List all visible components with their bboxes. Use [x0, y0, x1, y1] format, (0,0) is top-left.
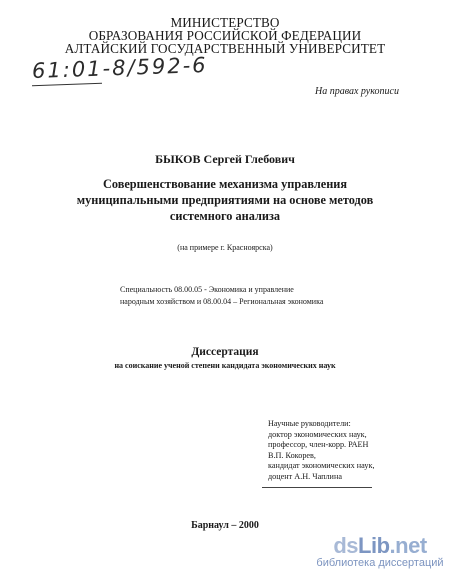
title-line: Совершенствование механизма управления — [102, 177, 348, 191]
watermark-text: библиотека диссертаций — [316, 557, 444, 569]
advisor-line: доктор экономических наук, — [268, 429, 367, 439]
author-name: БЫКОВ Сергей Глебович — [155, 152, 295, 166]
advisor-line: профессор, член-корр. РАЕН — [268, 440, 369, 449]
advisors-block — [268, 419, 443, 482]
example-note: (на примере г. Красноярска) — [177, 243, 273, 252]
advisor-line: доцент А.Н. Чаплина — [268, 471, 342, 481]
degree-line: на соискание ученой степени кандидата экономических наук — [114, 361, 336, 370]
logo-ds: ds — [333, 533, 359, 558]
city-year: Барнаул – 2000 — [191, 520, 259, 531]
handwritten-archive-number: 61:01-8/592-6 — [31, 52, 208, 84]
rights-note: На правах рукописи — [315, 86, 399, 97]
title-line: муниципальными предприятиями на основе методов — [76, 193, 374, 207]
logo-net: .net — [389, 533, 427, 558]
specialty-line: народным хозяйством и 08.00.04 – Региональная экономика — [120, 297, 324, 306]
advisors-underline — [262, 487, 372, 488]
specialty-block — [120, 284, 420, 308]
handwritten-underline — [32, 83, 102, 86]
dissertation-label: Диссертация — [191, 346, 259, 358]
ministry-line: ОБРАЗОВАНИЯ РОССИЙСКОЙ ФЕДЕРАЦИИ — [88, 28, 362, 43]
logo-lib: Lib — [358, 533, 390, 558]
advisor-line: В.П. Кокорев, — [268, 450, 316, 460]
ministry-line: МИНИСТЕРСТВО — [170, 15, 280, 30]
watermark — [315, 534, 445, 569]
specialty-line: Специальность 08.00.05 - Экономика и управление — [120, 285, 294, 294]
advisors-heading: Научные руководители: — [268, 419, 351, 428]
dissertation-title — [0, 176, 450, 224]
ministry-header — [0, 16, 450, 55]
advisor-line: кандидат экономических наук, — [268, 461, 375, 470]
university-line: АЛТАЙСКИЙ ГОСУДАРСТВЕННЫЙ УНИВЕРСИТЕТ — [64, 41, 386, 56]
watermark-logo — [315, 534, 445, 558]
title-line: системного анализа — [169, 209, 281, 223]
